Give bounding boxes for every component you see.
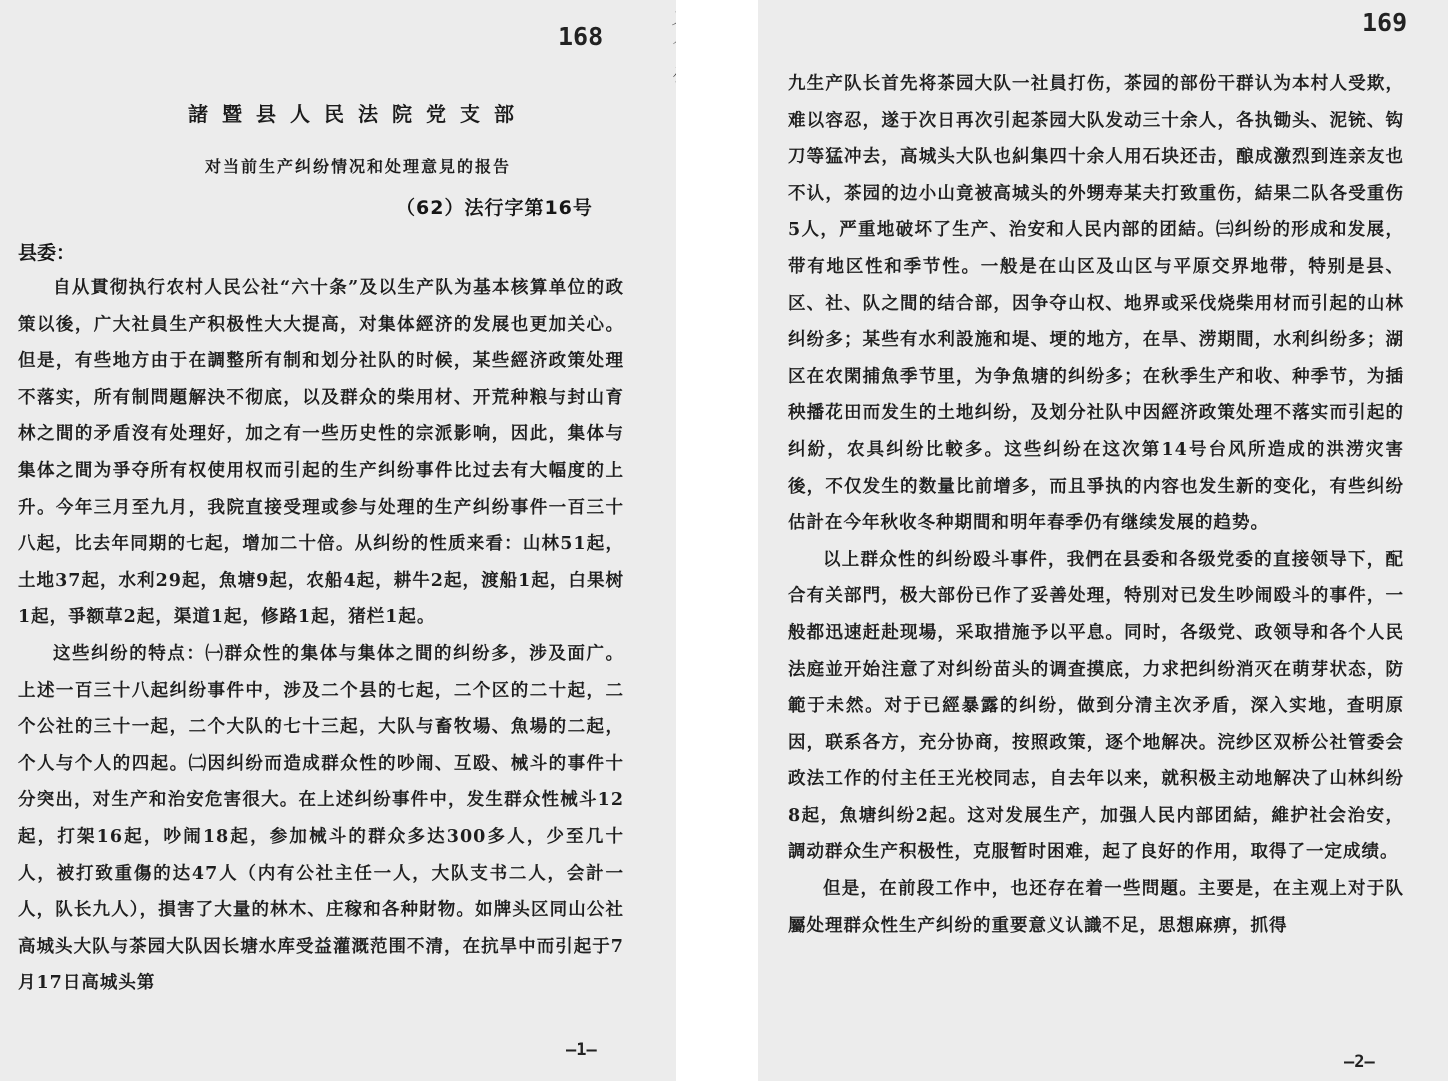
paragraph: 但是，在前段工作中，也还存在着一些問題。主要是，在主观上对于队屬处理群众性生产纠纷的重要意义认識不足，思想麻痹，抓得	[788, 879, 1404, 936]
salutation: 县委：	[18, 242, 76, 264]
page-gutter	[676, 0, 758, 1081]
left-page-body	[18, 270, 624, 1002]
paragraph: 九生产队长首先将茶园大队一社員打伤，茶园的部份干群认为本村人受欺，难以容忍，遂于次日再次引起茶园大队发动三十余人，各执锄头、泥铳、钩刀等猛冲去，高城头大队也糾集四十余人用石块还击，酿成激烈到连亲友也不认，茶园的边小山竟被高城头的外甥寿某夫打致重伤，結果二队各受重伤5人，严重地破坏了生产、治安和人民内部的团結。㈢纠纷的形成和发展，带有地区性和季节性。一般是在山区及山区与平原交界地带，特别是县、区、社、队之間的结合部，因争夺山权、地界或采伐烧柴用材而引起的山林纠纷多；某些有水利設施和堤、埂的地方，在旱、涝期間，水利纠纷多；湖区在农閑捕魚季节里，为争魚塘的纠纷多；在秋季生产和收、种季节，为插秧播花田而发生的土地纠纷，及划分社队中因經济政策处理不落实而引起的纠紛，农具纠纷比較多。这些纠纷在这次第14号台风所造成的洪涝灾害後，不仅发生的数量比前增多，而且爭执的内容也发生新的变化，有些纠纷估計在今年秋收冬种期間和明年春季仍有继续发展的趋势。	[788, 74, 1404, 534]
right-page-body	[788, 66, 1404, 944]
document-subtitle: 对当前生产纠纷情况和处理意見的报告	[204, 157, 511, 176]
left-page	[0, 0, 676, 1081]
page-number-right: 169	[1362, 8, 1408, 37]
document-number: （62）法行字第16号	[396, 197, 593, 219]
paragraph: 以上群众性的纠纷殴斗事件，我們在县委和各级党委的直接领导下，配合有关部門，极大部份已作了妥善处理，特別对已发生吵闹殴斗的事件，一般都迅速赶赴现場，采取措施予以平息。同时，各级党、政领导和各个人民法庭並开始注意了对纠纷苗头的调查摸底，力求把纠纷消灭在萌芽状态，防範于未然。对于已經暴露的纠纷，做到分清主次矛盾，深入实地，查明原因，联系各方，充分协商，按照政策，逐个地解决。浣纱区双桥公社管委会政法工作的付主任王光校同志，自去年以来，就积极主动地解决了山林纠纷8起，魚塘纠纷2起。这对发展生产，加强人民内部团結，維护社会治安，調动群众生产积极性，克服暂时困难，起了良好的作用，取得了一定成绩。	[788, 549, 1404, 863]
page-footer-right: —2—	[1344, 1052, 1375, 1072]
page-number-left: 168	[558, 22, 604, 51]
page-footer-left: —1—	[566, 1040, 597, 1060]
paragraph: 自从貫彻执行农村人民公社“六十条”及以生产队为基本核算单位的政策以後，广大社員生产积极性大大提高，对集体經济的发展也更加关心。但是，有些地方由于在調整所有制和划分社队的时候，某些經济政策处理不落实，所有制問題解決不彻底，以及群众的柴用材、开荒种粮与封山育林之間的矛盾沒有处理好，加之有一些历史性的宗派影响，因此，集体与集体之間为爭夺所有权使用权而引起的生产纠纷事件比过去有大幅度的上升。今年三月至九月，我院直接受理或参与处理的生产纠纷事件一百三十八起，比去年同期的七起，增加二十倍。从纠纷的性质来看：山林51起，土地37起，水利29起，魚塘9起，农船4起，耕牛2起，渡船1起，白果树1起，爭额草2起，渠道1起，修路1起，猪栏1起。	[18, 278, 624, 628]
document-title: 諸暨县人民法院党支部	[188, 102, 528, 126]
paragraph: 这些纠纷的特点：㈠群众性的集体与集体之間的纠纷多，涉及面广。上述一百三十八起纠纷事件中，涉及二个县的七起，二个区的二十起，二个公社的三十一起，二个大队的七十三起，大队与畜牧場、魚場的二起，个人与个人的四起。㈡因纠纷而造成群众性的吵闹、互殴、械斗的事件十分突出，对生产和治安危害很大。在上述纠纷事件中，发生群众性械斗12起，打架16起，吵闹18起，参加械斗的群众多达300多人，少至几十人，被打致重傷的达47人（内有公社主任一人，大队支书二人，会計一人，队长九人），損害了大量的林木、庄稼和各种財物。如牌头区同山公社高城头大队与茶园大队因长塘水库受益灌溉范围不清，在抗旱中而引起于7月17日高城头第	[18, 643, 624, 994]
